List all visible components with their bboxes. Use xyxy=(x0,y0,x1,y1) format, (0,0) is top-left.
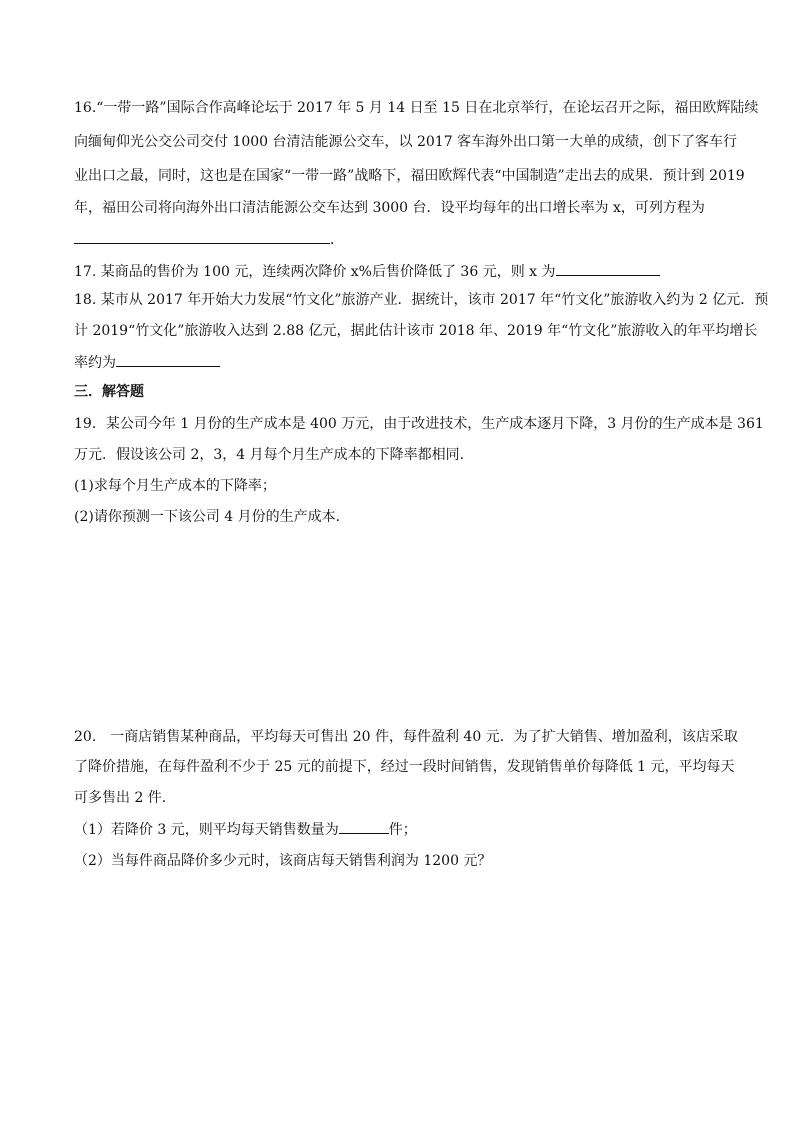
q20-line-3: 可多售出 2 件． xyxy=(74,790,176,806)
q16-answer-blank[interactable] xyxy=(74,229,330,244)
q19-line-1: 19．某公司今年 1 月份的生产成本是 400 万元，由于改进技术，生产成本逐月下降，3 月份的生产成本是 361 xyxy=(74,416,764,432)
q16-line-1: 16.“一带一路”国际合作高峰论坛于 2017 年 5 月 14 日至 15 日在北京举行，在论坛召开之际，福田欧辉陆续 xyxy=(74,100,759,116)
q20-part-1 xyxy=(74,819,417,839)
q20-part-1-after: 件； xyxy=(388,822,417,838)
q20-line-2: 了降价措施，在每件盈利不少于 25 元的前提下，经过一段时间销售，发现销售单价每降低 1 元，平均每天 xyxy=(74,759,735,775)
q18-line-1: 18. 某市从 2017 年开始大力发展“竹文化”旅游产业．据统计，该市 2017 年“竹文化”旅游收入约为 2 亿元．预 xyxy=(74,292,769,308)
q20-part-1-before: （1）若降价 3 元，则平均每天销售数量为 xyxy=(74,822,339,838)
q17-answer-blank[interactable] xyxy=(556,261,660,276)
q19-line-2: 万元．假设该公司 2，3，4 月每个月生产成本的下降率都相同． xyxy=(74,447,474,463)
q19-part-1: (1)求每个月生产成本的下降率； xyxy=(74,478,276,494)
q16-answer-period: ． xyxy=(330,232,344,248)
q18-answer-blank[interactable] xyxy=(116,352,220,367)
q20-line-1: 20. 一商店销售某种商品，平均每天可售出 20 件，每件盈利 40 元．为了扩大销售、增加盈利，该店采取 xyxy=(74,729,738,745)
q19-part-2: (2)请你预测一下该公司 4 月份的生产成本． xyxy=(74,509,350,525)
q16-line-3: 业出口之最，同时，这也是在国家“一带一路”战略下，福田欧辉代表“中国制造”走出去的成果．预计到 2019 xyxy=(74,168,745,184)
q16-answer-line xyxy=(74,229,344,249)
q20-answer-blank[interactable] xyxy=(339,819,389,834)
q16-line-4: 年，福田公司将向海外出口清洁能源公交车达到 3000 台．设平均每年的出口增长率为 x，可列方程为 xyxy=(74,200,705,216)
q17-text: 17. 某商品的售价为 100 元，连续两次降价 x%后售价降低了 36 元，则 x 为 xyxy=(74,264,556,280)
q16-line-2: 向缅甸仰光公交公司交付 1000 台清洁能源公交车，以 2017 客车海外出口第一大单的成绩，创下了客车行 xyxy=(74,134,738,150)
q18-line-2: 计 2019“竹文化”旅游收入达到 2.88 亿元，据此估计该市 2018 年、2019 年“竹文化”旅游收入的年平均增长 xyxy=(74,323,758,339)
q18-line-3 xyxy=(74,352,220,372)
q20-part-2: （2）当每件商品降价多少元时，该商店每天销售利润为 1200 元？ xyxy=(74,853,492,869)
section-title-answers: 三．解答题 xyxy=(74,384,144,400)
q18-text-end: 率约为 xyxy=(74,355,116,371)
q17-line xyxy=(74,261,660,281)
